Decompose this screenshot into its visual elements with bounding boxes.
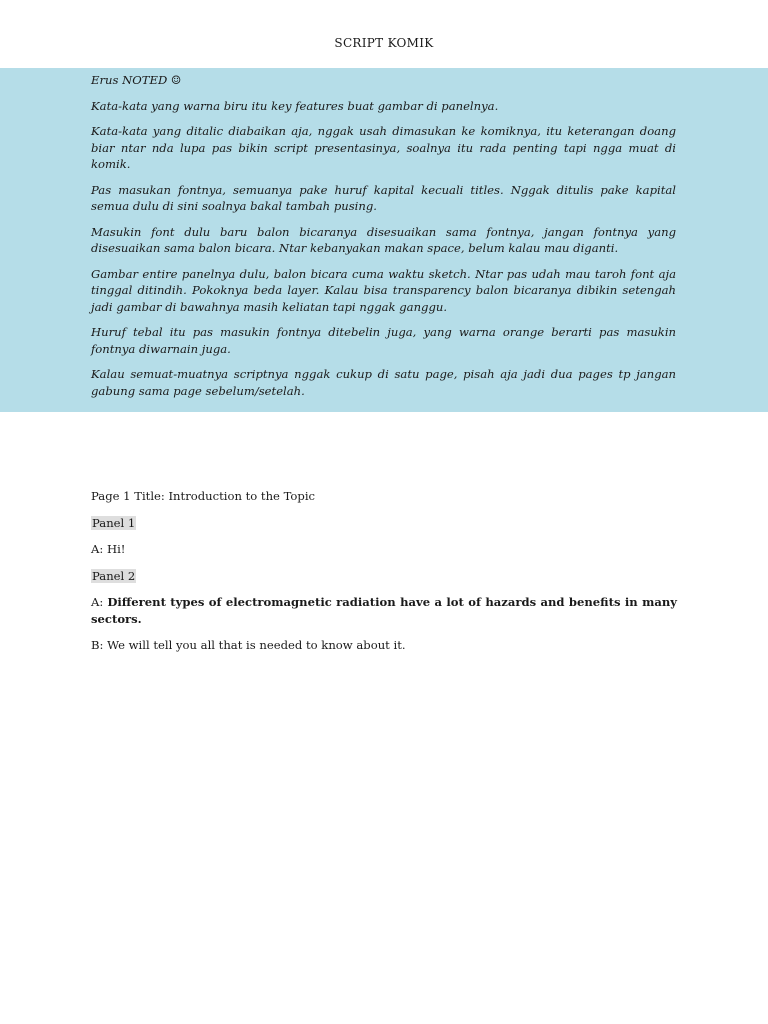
bold-dialogue-text: Different types of electromagnetic radiation have a lot of hazards and benefits in many sectors. [91, 595, 678, 626]
comic-script-body [91, 488, 677, 664]
panel-1-label: Panel 1 [92, 515, 136, 530]
note-paragraph: Gambar entire panelnya dulu, balon bicara cuma waktu sketch. Ntar pas udah mau taroh font aja tinggal ditindih. Pokoknya beda layer. Kalau bisa transparency balon bicaranya dibikin setengah jadi gambar di bawahnya masih keliatan tapi nggak ganggu. [91, 266, 676, 314]
dialogue-line: A: Hi! [91, 542, 126, 556]
note-paragraph: Kata-kata yang ditalic diabaikan aja, nggak usah dimasukan ke komiknya, itu keterangan doang biar ntar nda lupa pas bikin script presentasinya, soalnya itu rada penting tapi ngga muat di komik. [91, 124, 676, 171]
page-title: Page 1 Title: Introduction to the Topic [91, 489, 316, 503]
panel-2-label: Panel 2 [92, 568, 136, 583]
note-paragraph: Pas masukan fontnya, semuanya pake huruf kapital kecuali titles. Nggak ditulis pake kapital semua dulu di sini soalnya bakal tambah pusing. [91, 182, 676, 213]
dialogue-line: B: We will tell you all that is needed to know about it. [91, 638, 406, 652]
document-title: SCRIPT KOMIK [334, 36, 434, 50]
panel-heading [91, 568, 677, 585]
note-paragraph: Erus NOTED ☺ [91, 73, 182, 87]
speaker-label: A: [91, 595, 104, 609]
note-paragraph: Kata-kata yang warna biru itu key features buat gambar di panelnya. [91, 98, 499, 113]
note-paragraph: Huruf tebal itu pas masukin fontnya ditebelin juga, yang warna orange berarti pas masukin fontnya diwarnain juga. [91, 325, 676, 356]
note-paragraph: Masukin font dulu baru balon bicaranya disesuaikan sama fontnya, jangan fontnya yang disesuaikan sama balon bicara. Ntar kebanyakan makan space, belum kalau mau diganti. [91, 224, 676, 255]
panel-heading [91, 515, 677, 532]
document-header [0, 36, 768, 50]
dialogue-line [91, 594, 677, 627]
instructions-notes-box [0, 68, 768, 412]
note-paragraph: Kalau semuat-muatnya scriptnya nggak cukup di satu page, pisah aja jadi dua pages tp jangan gabung sama page sebelum/setelah. [91, 367, 676, 398]
